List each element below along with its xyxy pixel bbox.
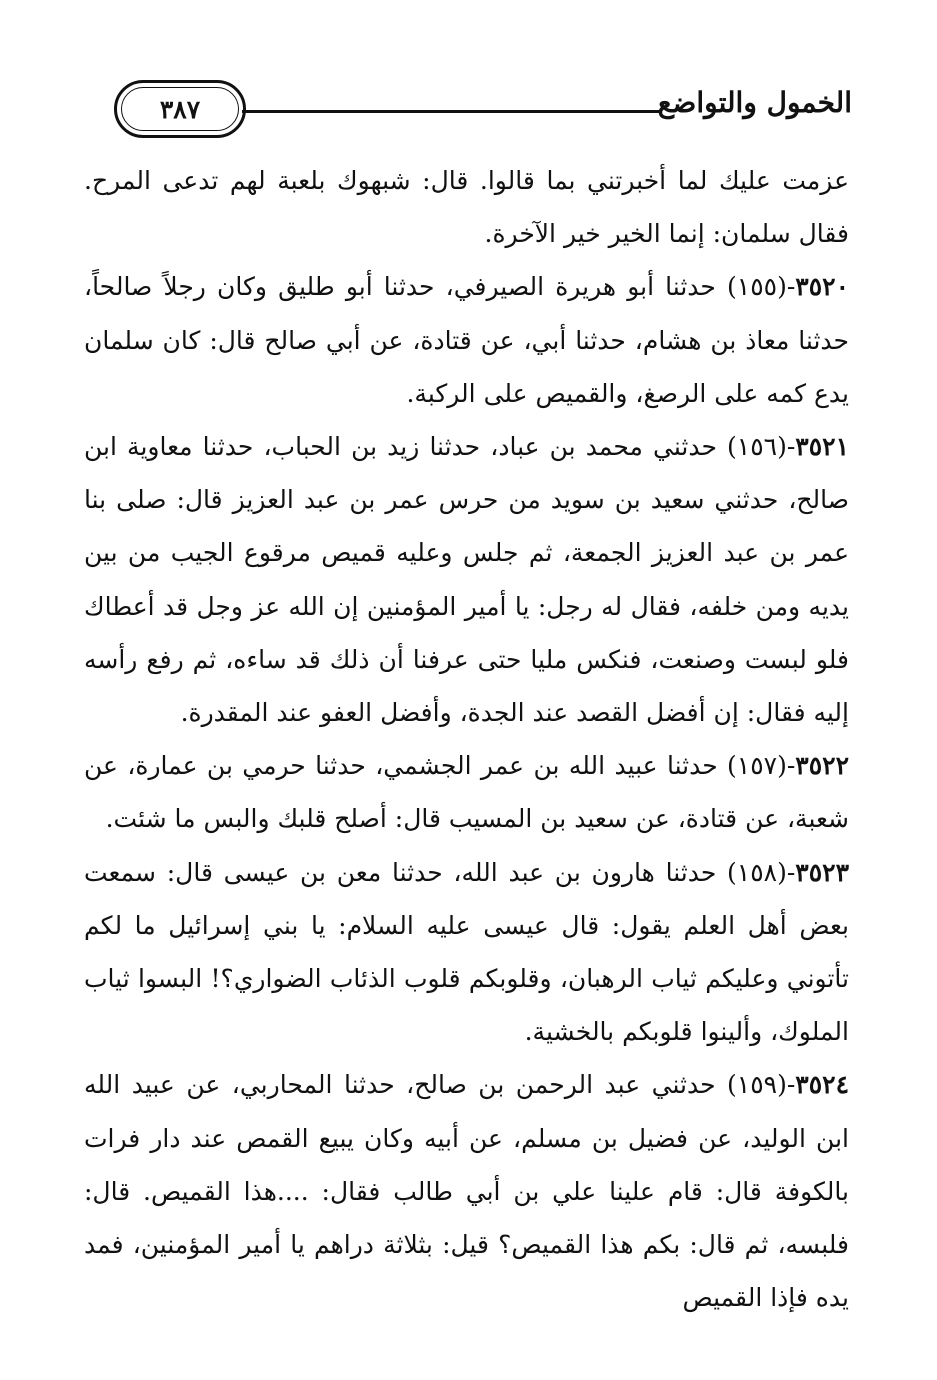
- page-number: ٣٨٧: [159, 94, 201, 124]
- page-header: [112, 78, 852, 142]
- header-rule: [242, 110, 662, 113]
- hadith-paragraph: [84, 1058, 849, 1324]
- hadith-number: ٣٥٢١: [795, 432, 849, 462]
- hadith-number: ٣٥٢٤: [795, 1070, 849, 1100]
- page-text: [84, 154, 849, 1324]
- hadith-paragraph: [84, 420, 849, 739]
- hadith-number: ٣٥٢٠: [795, 272, 849, 302]
- hadith-paragraph: [84, 846, 849, 1059]
- hadith-text: -(١٥٩) حدثني عبد الرحمن بن صالح، حدثنا المحاربي، عن عبيد الله ابن الوليد، عن فضيل بن مسلم، عن أبيه وكان يبيع القمص عند دار فرات بالكوفة قال: قام علينا علي بن أبي طالب فقال: ....هذا القميص. قال: فلبسه، ثم قال: بكم هذا القميص؟ قيل: بثلاثة دراهم يا أمير المؤمنين، فمد يده فإذا القميص: [84, 1070, 849, 1313]
- chapter-title: الخمول والتواضع: [657, 86, 852, 119]
- hadith-paragraph: [84, 260, 849, 420]
- hadith-number: ٣٥٢٢: [795, 751, 849, 781]
- hadith-text: -(١٥٧) حدثنا عبيد الله بن عمر الجشمي، حدثنا حرمي بن عمارة، عن شعبة، عن قتادة، عن سعيد بن المسيب قال: أصلح قلبك والبس ما شئت.: [84, 751, 849, 834]
- hadith-text: -(١٥٥) حدثنا أبو هريرة الصيرفي، حدثنا أبو طليق وكان رجلاً صالحاً، حدثنا معاذ بن هشام، حدثنا أبي، عن قتادة، عن أبي صالح قال: كان سلمان يدع كمه على الرصغ، والقميص على الركبة.: [84, 272, 849, 408]
- text-paragraph: [84, 154, 849, 260]
- hadith-text: -(١٥٨) حدثنا هارون بن عبد الله، حدثنا معن بن عيسى قال: سمعت بعض أهل العلم يقول: قال عيسى عليه السلام: يا بني إسرائيل ما لكم تأتوني وعليكم ثياب الرهبان، وقلوبكم قلوب الذئاب الضواري؟! البسوا ثياب الملوك، وألينوا قلوبكم بالخشية.: [84, 857, 849, 1047]
- hadith-text: -(١٥٦) حدثني محمد بن عباد، حدثنا زيد بن الحباب، حدثنا معاوية ابن صالح، حدثني سعيد بن سويد من حرس عمر بن عبد العزيز قال: صلى بنا عمر بن عبد العزيز الجمعة، ثم جلس وعليه قميص مرقوع الجيب من بين يديه ومن خلفه، فقال له رجل: يا أمير المؤمنين إن الله عز وجل قد أعطاك فلو لبست وصنعت، فنكس مليا حتى عرفنا أن ذلك قد ساءه، ثم رفع رأسه إليه فقال: إن أفضل القصد عند الجدة، وأفضل العفو عند المقدرة.: [84, 432, 849, 728]
- paragraph-text: عزمت عليك لما أخبرتني بما قالوا. قال: شبهوك بلعبة لهم تدعى المرح. فقال سلمان: إنما الخير خير الآخرة.: [84, 166, 849, 249]
- hadith-number: ٣٥٢٣: [795, 857, 849, 887]
- page-number-frame: [114, 80, 246, 138]
- hadith-paragraph: [84, 739, 849, 845]
